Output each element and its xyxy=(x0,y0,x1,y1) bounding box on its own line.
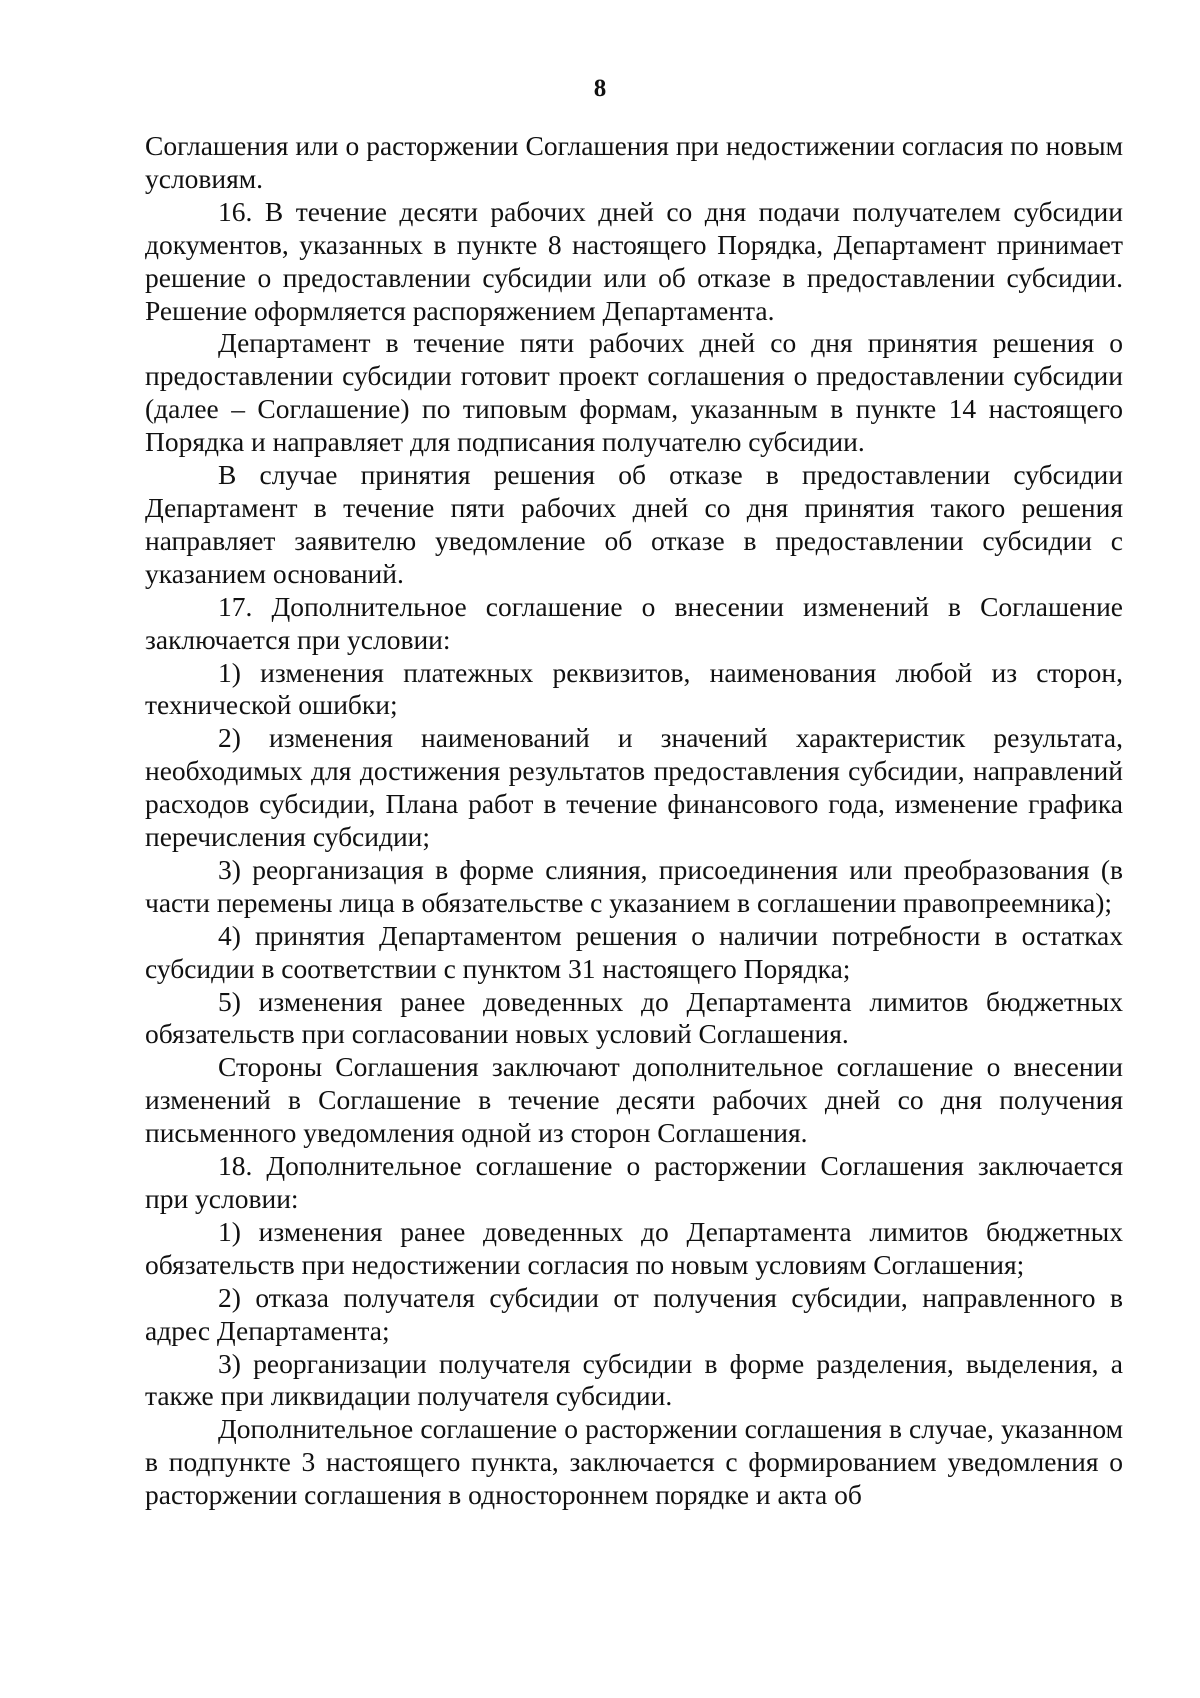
list-item-17-2: 2) изменения наименований и значений характеристик результата, необходимых для достижения результатов предоставления субсидии, направлений расходов субсидии, Плана работ в течение финансового года, изменение графика перечисления субсидии; xyxy=(145,722,1123,853)
paragraph-amendment-term: Стороны Соглашения заключают дополнительное соглашение о внесении изменений в Соглашение в течение десяти рабочих дней со дня получения письменного уведомления одной из сторон Соглашения. xyxy=(145,1051,1123,1149)
document-body xyxy=(145,130,1123,1512)
list-item-18-1: 1) изменения ранее доведенных до Департамента лимитов бюджетных обязательств при недостижении согласия по новым условиям Соглашения; xyxy=(145,1215,1123,1280)
list-item-18-3: 3) реорганизации получателя субсидии в форме разделения, выделения, а также при ликвидации получателя субсидии. xyxy=(145,1347,1123,1412)
list-item-17-1: 1) изменения платежных реквизитов, наименования любой из сторон, технической ошибки; xyxy=(145,656,1123,721)
list-item-17-5: 5) изменения ранее доведенных до Департамента лимитов бюджетных обязательств при согласовании новых условий Соглашения. xyxy=(145,985,1123,1050)
paragraph-agreement-preparation: Департамент в течение пяти рабочих дней со дня принятия решения о предоставлении субсидии готовит проект соглашения о предоставлении субсидии (далее – Соглашение) по типовым формам, указанным в пункте 14 настоящего Порядка и направляет для подписания получателю субсидии. xyxy=(145,327,1123,458)
paragraph-termination-notice: Дополнительное соглашение о расторжении соглашения в случае, указанном в подпункте 3 настоящего пункта, заключается с формированием уведомления о расторжении соглашения в одностороннем порядке и акта об xyxy=(145,1413,1123,1511)
paragraph-continuation: Соглашения или о расторжении Соглашения при недостижении согласия по новым условиям. xyxy=(145,130,1123,194)
page-number: 8 xyxy=(593,75,607,102)
list-item-17-4: 4) принятия Департаментом решения о наличии потребности в остатках субсидии в соответствии с пунктом 31 настоящего Порядка; xyxy=(145,919,1123,984)
paragraph-refusal-notice: В случае принятия решения об отказе в предоставлении субсидии Департамент в течение пяти рабочих дней со дня принятия такого решения направляет заявителю уведомление об отказе в предоставлении субсидии с указанием оснований. xyxy=(145,459,1123,589)
paragraph-clause-16: 16. В течение десяти рабочих дней со дня подачи получателем субсидии документов, указанных в пункте 8 настоящего Порядка, Департамент принимает решение о предоставлении субсидии или об отказе в предоставлении субсидии. Решение оформляется распоряжением Департамента. xyxy=(145,195,1123,326)
list-item-17-3: 3) реорганизация в форме слияния, присоединения или преобразования (в части перемены лица в обязательстве с указанием в соглашении правопреемника); xyxy=(145,853,1123,918)
paragraph-clause-17: 17. Дополнительное соглашение о внесении изменений в Соглашение заключается при условии: xyxy=(145,590,1123,655)
paragraph-clause-18: 18. Дополнительное соглашение о расторжении Соглашения заключается при условии: xyxy=(145,1150,1123,1214)
list-item-18-2: 2) отказа получателя субсидии от получения субсидии, направленного в адрес Департамента; xyxy=(145,1281,1123,1346)
